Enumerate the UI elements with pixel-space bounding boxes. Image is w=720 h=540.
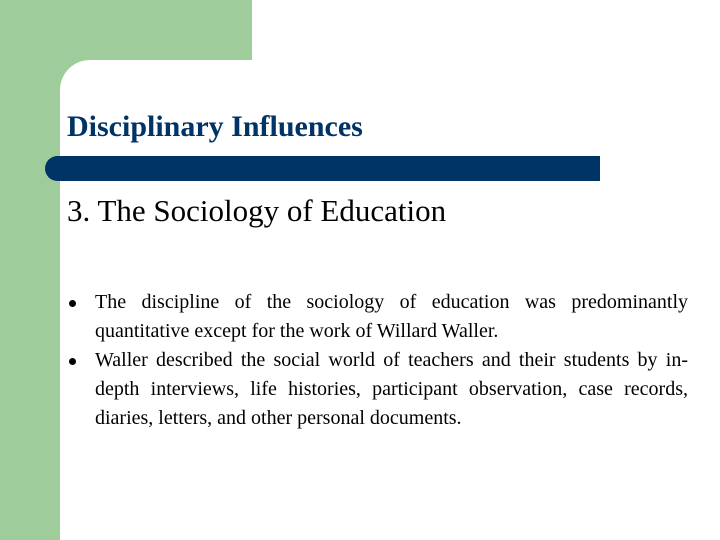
bullet-item bbox=[95, 288, 688, 346]
bullet-text: Waller described the social world of teachers and their students by in-depth interviews, life histories, participant observation, case records, diaries, letters, and other personal documents. bbox=[95, 349, 688, 429]
title-underline-bar bbox=[45, 156, 600, 181]
slide-subtitle: 3. The Sociology of Education bbox=[67, 193, 447, 228]
bullet-dot-icon bbox=[69, 300, 76, 307]
bullet-text: The discipline of the sociology of education was predominantly quantitative except for the work of Willard Waller. bbox=[95, 291, 688, 342]
bullet-list bbox=[95, 288, 688, 433]
bullet-item bbox=[95, 346, 688, 433]
slide-title: Disciplinary Influences bbox=[67, 110, 363, 143]
bullet-dot-icon bbox=[69, 358, 76, 365]
